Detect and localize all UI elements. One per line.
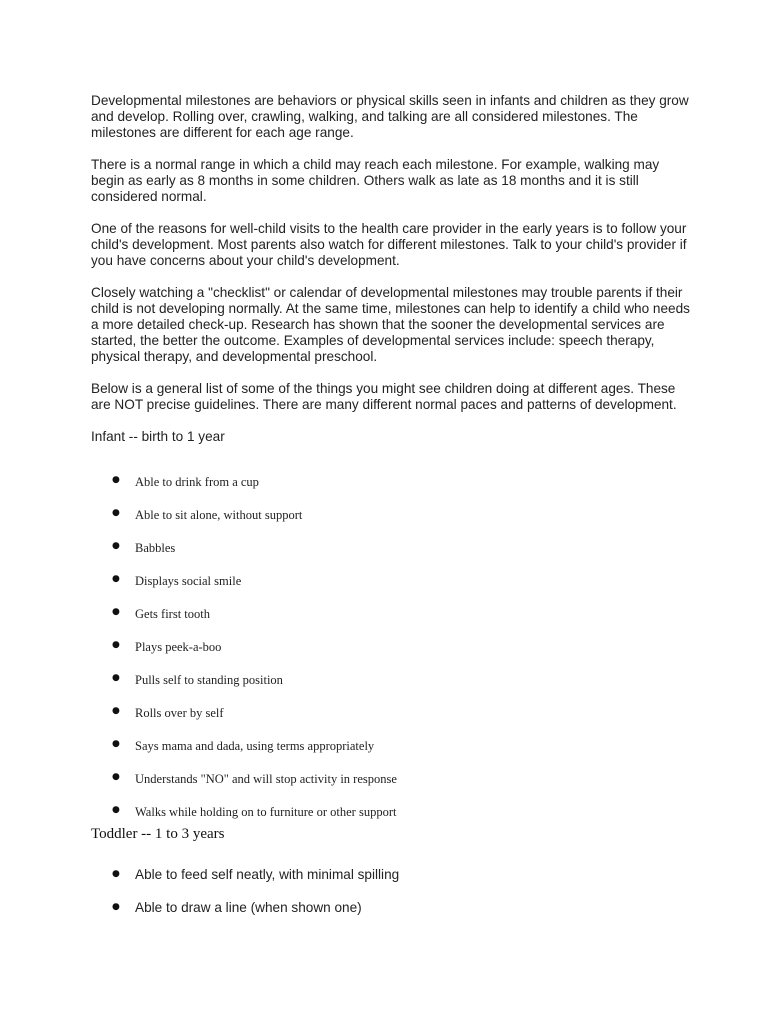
list-item: ● Walks while holding on to furniture or other support bbox=[112, 805, 397, 819]
list-item: ● Understands "NO" and will stop activity in response bbox=[112, 772, 397, 786]
bullet-icon: ● bbox=[112, 475, 120, 485]
list-item: ● Rolls over by self bbox=[112, 706, 224, 720]
list-item: ● Says mama and dada, using terms appropriately bbox=[112, 739, 375, 753]
list-item: ● Able to sit alone, without support bbox=[112, 508, 303, 522]
toddler-milestone-list bbox=[91, 866, 691, 932]
list-item: ● Displays social smile bbox=[112, 574, 242, 588]
list-item: ● Babbles bbox=[112, 541, 176, 555]
bullet-icon: ● bbox=[112, 640, 120, 650]
bullet-icon: ● bbox=[112, 739, 120, 749]
bullet-icon: ● bbox=[112, 673, 120, 683]
toddler-section-heading: Toddler -- 1 to 3 years bbox=[91, 826, 225, 842]
infant-section-heading: Infant -- birth to 1 year bbox=[91, 429, 225, 444]
list-item: ● Able to drink from a cup bbox=[112, 475, 259, 489]
list-item: ● Plays peek-a-boo bbox=[112, 640, 222, 654]
bullet-icon: ● bbox=[112, 541, 120, 551]
bullet-icon: ● bbox=[112, 574, 120, 584]
list-item: ● Able to feed self neatly, with minimal spilling bbox=[112, 867, 400, 882]
intro-paragraph-3: One of the reasons for well-child visits to the health care provider in the early years is to follow your child's development. Most parents also watch for different milestones. Talk to your child's provider if you have concerns about your child's development. bbox=[91, 221, 687, 268]
list-item: ● Able to draw a line (when shown one) bbox=[112, 900, 362, 915]
bullet-icon: ● bbox=[112, 772, 120, 782]
bullet-icon: ● bbox=[112, 902, 120, 912]
list-item: ● Gets first tooth bbox=[112, 607, 210, 621]
intro-paragraph-4: Closely watching a "checklist" or calendar of developmental milestones may trouble parents if their child is not developing normally. At the same time, milestones can help to identify a child who needs a more detailed check-up. Research has shown that the sooner the developmental services are started, the better the outcome. Examples of developmental services include: speech therapy, physical therapy, and developmental preschool. bbox=[91, 285, 690, 364]
intro-paragraph-5: Below is a general list of some of the things you might see children doing at different ages. These are NOT precise guidelines. There are many different normal paces and patterns of development. bbox=[91, 381, 677, 412]
intro-paragraph-1: Developmental milestones are behaviors or physical skills seen in infants and children as they grow and develop. Rolling over, crawling, walking, and talking are all considered milestones. The milestones are different for each age range. bbox=[91, 93, 689, 140]
bullet-icon: ● bbox=[112, 805, 120, 815]
list-item: ● Pulls self to standing position bbox=[112, 673, 283, 687]
infant-milestone-list bbox=[91, 473, 691, 825]
bullet-icon: ● bbox=[112, 607, 120, 617]
document-page bbox=[91, 93, 691, 932]
bullet-icon: ● bbox=[112, 508, 120, 518]
intro-paragraph-2: There is a normal range in which a child may reach each milestone. For example, walking may begin as early as 8 months in some children. Others walk as late as 18 months and it is still considered normal. bbox=[91, 157, 660, 204]
bullet-icon: ● bbox=[112, 706, 120, 716]
bullet-icon: ● bbox=[112, 869, 120, 879]
